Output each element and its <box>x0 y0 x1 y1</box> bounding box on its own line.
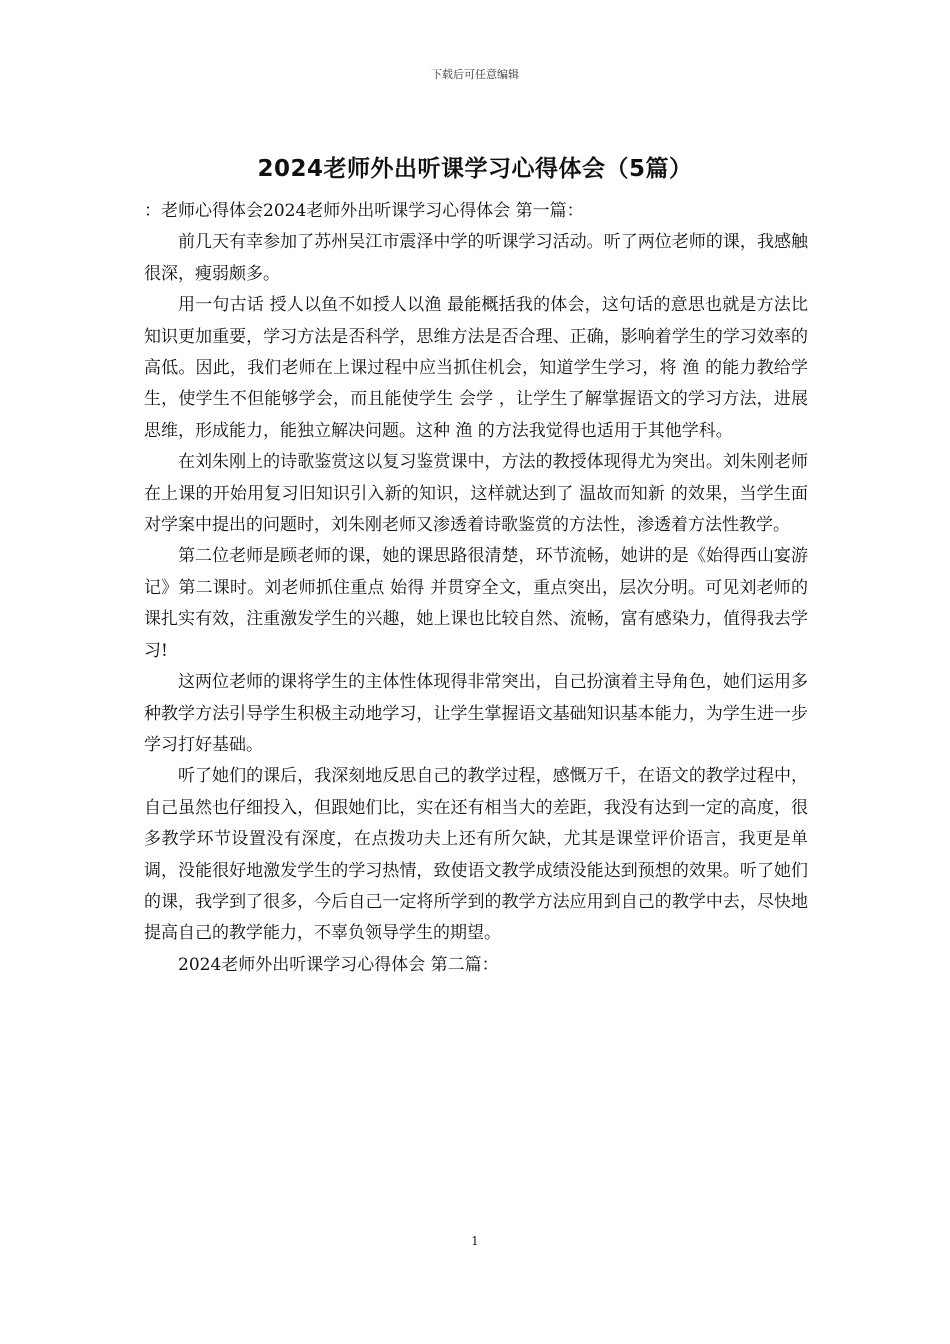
intro-line: ：老师心得体会2024老师外出听课学习心得体会 第一篇： <box>144 201 584 221</box>
paragraph-2: 用一句古话 授人以鱼不如授人以渔 最能概括我的体会，这句话的意思也就是方法比知识更加重要，学习方法是否科学，思维方法是否合理、正确，影响着学生的学习效率的高低。因此，我们老师在上课过程中应当抓住机会，知道学生学习，将 渔 的能力教给学生，使学生不但能够学会，而且能使学生 会学 ，让学生了解掌握语文的学习方法，进展思维，形成能力，能独立解决问题。这种 渔 的方法我觉得也适用于其他学科。 <box>144 295 808 441</box>
document-title: 2024老师外出听课学习心得体会（5篇） <box>257 156 693 182</box>
paragraph-4: 第二位老师是顾老师的课，她的课思路很清楚，环节流畅，她讲的是《始得西山宴游记》第二课时。刘老师抓住重点 始得 并贯穿全文，重点突出，层次分明。可见刘老师的课扎实有效，注重激发学生的兴趣，她上课也比较自然、流畅，富有感染力，值得我去学习! <box>144 546 808 661</box>
page-number: 1 <box>471 1234 479 1248</box>
paragraph-1: 前几天有幸参加了苏州吴江市震泽中学的听课学习活动。听了两位老师的课，我感触很深，瘦弱颇多。 <box>144 232 808 284</box>
section-heading-second: 2024老师外出听课学习心得体会 第二篇： <box>178 954 499 975</box>
paragraph-5: 这两位老师的课将学生的主体性体现得非常突出，自己扮演着主导角色，她们运用多种教学方法引导学生积极主动地学习，让学生掌握语文基础知识基本能力，为学生进一步学习打好基础。 <box>144 672 808 755</box>
page-header-note: 下载后可任意编辑 <box>431 68 519 81</box>
paragraph-3: 在刘朱刚上的诗歌鉴赏这以复习鉴赏课中，方法的教授体现得尤为突出。刘朱刚老师在上课的开始用复习旧知识引入新的知识，这样就达到了 温故而知新 的效果，当学生面对学案中提出的问题时，刘朱刚老师又渗透着诗歌鉴赏的方法性，渗透着方法性教学。 <box>144 452 808 536</box>
document-body <box>144 196 808 981</box>
paragraph-6: 听了她们的课后，我深刻地反思自己的教学过程，感慨万千，在语文的教学过程中，自己虽然也仔细投入，但跟她们比，实在还有相当大的差距，我没有达到一定的高度，很多教学环节设置没有深度，在点拨功夫上还有所欠缺，尤其是课堂评价语言，我更是单调，没能很好地激发学生的学习热情，致使语文教学成绩没能达到预想的效果。听了她们的课，我学到了很多，今后自己一定将所学到的教学方法应用到自己的教学中去，尽快地提高自己的教学能力，不辜负领导学生的期望。 <box>144 766 808 944</box>
